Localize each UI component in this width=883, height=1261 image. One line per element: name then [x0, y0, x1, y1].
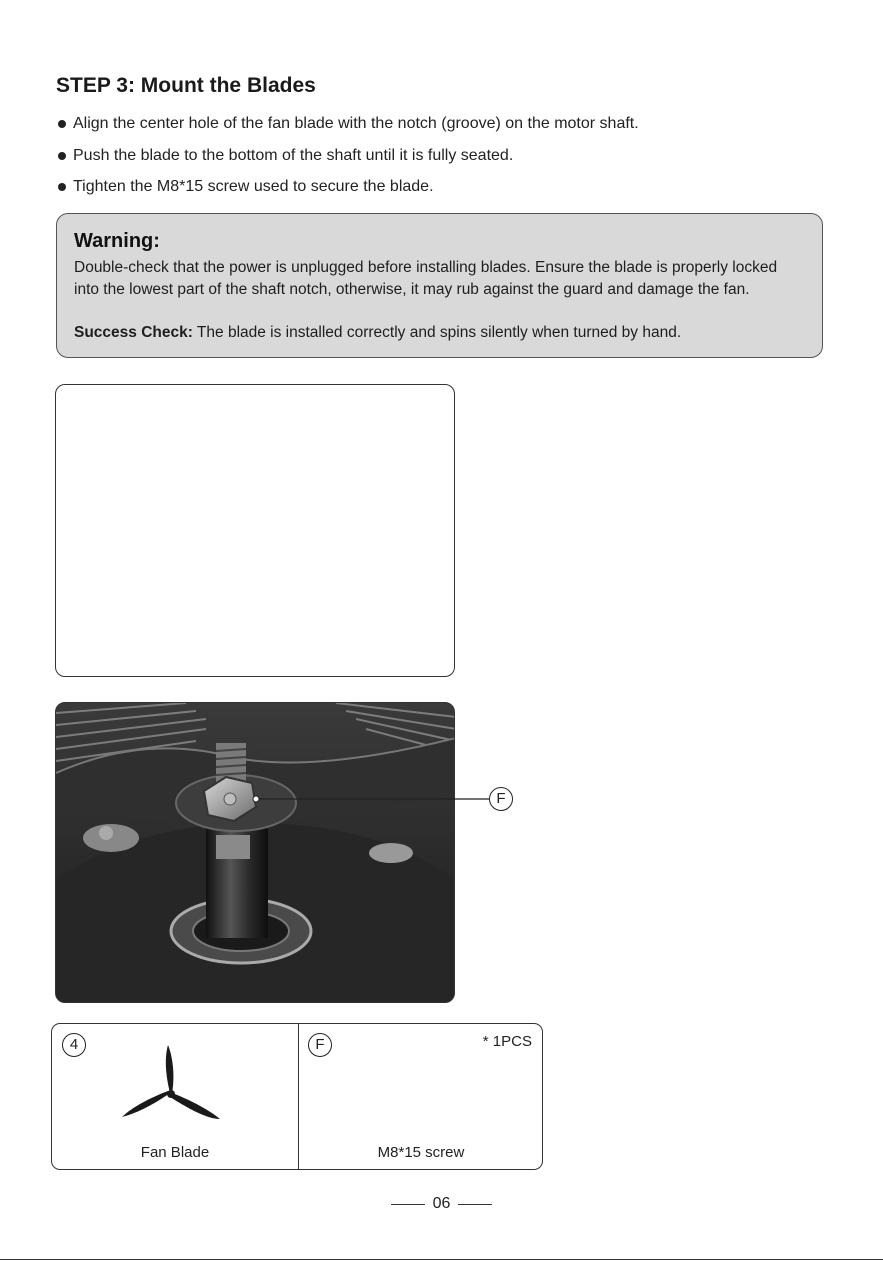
part-label: Fan Blade [140, 1144, 210, 1161]
part-number: F [308, 1033, 332, 1057]
instruction-item: Tighten the M8*15 screw used to secure the blade. [56, 177, 639, 209]
success-check-label: Success Check: [74, 324, 193, 341]
warning-title: Warning: [74, 230, 160, 252]
instruction-item: Push the blade to the bottom of the shaft until it is fully seated. [56, 146, 639, 178]
warning-text: Double-check that the power is unplugged before installing blades. Ensure the blade is properly locked into the lowest part of the shaft notch, otherwise, it may rub against the guard and damage the fan. [74, 259, 778, 298]
part-label: M8*15 screw [377, 1144, 465, 1161]
instruction-item: Align the center hole of the fan blade with the notch (groove) on the motor shaft. [56, 114, 639, 146]
instruction-list [56, 114, 639, 209]
page-number-text: 06 [432, 1195, 451, 1212]
bottom-rule [0, 1259, 883, 1260]
parts-table [51, 1023, 543, 1170]
success-check [74, 322, 814, 344]
step-title: STEP 3: Mount the Blades [56, 74, 316, 97]
blade-mount-photo [56, 703, 455, 1003]
fan-blade-icon [116, 1041, 226, 1136]
success-check-text: The blade is installed correctly and spins silently when turned by hand. [192, 324, 682, 341]
warning-box [56, 213, 823, 358]
page-number-rule [458, 1204, 492, 1205]
part-quantity: * 1PCS [482, 1033, 532, 1050]
illustration-frame [55, 384, 455, 677]
page-number [0, 1195, 883, 1213]
part-number: 4 [62, 1033, 86, 1057]
page-number-rule [391, 1204, 425, 1205]
callout-label: F [489, 787, 513, 811]
installation-photo [55, 702, 455, 1003]
